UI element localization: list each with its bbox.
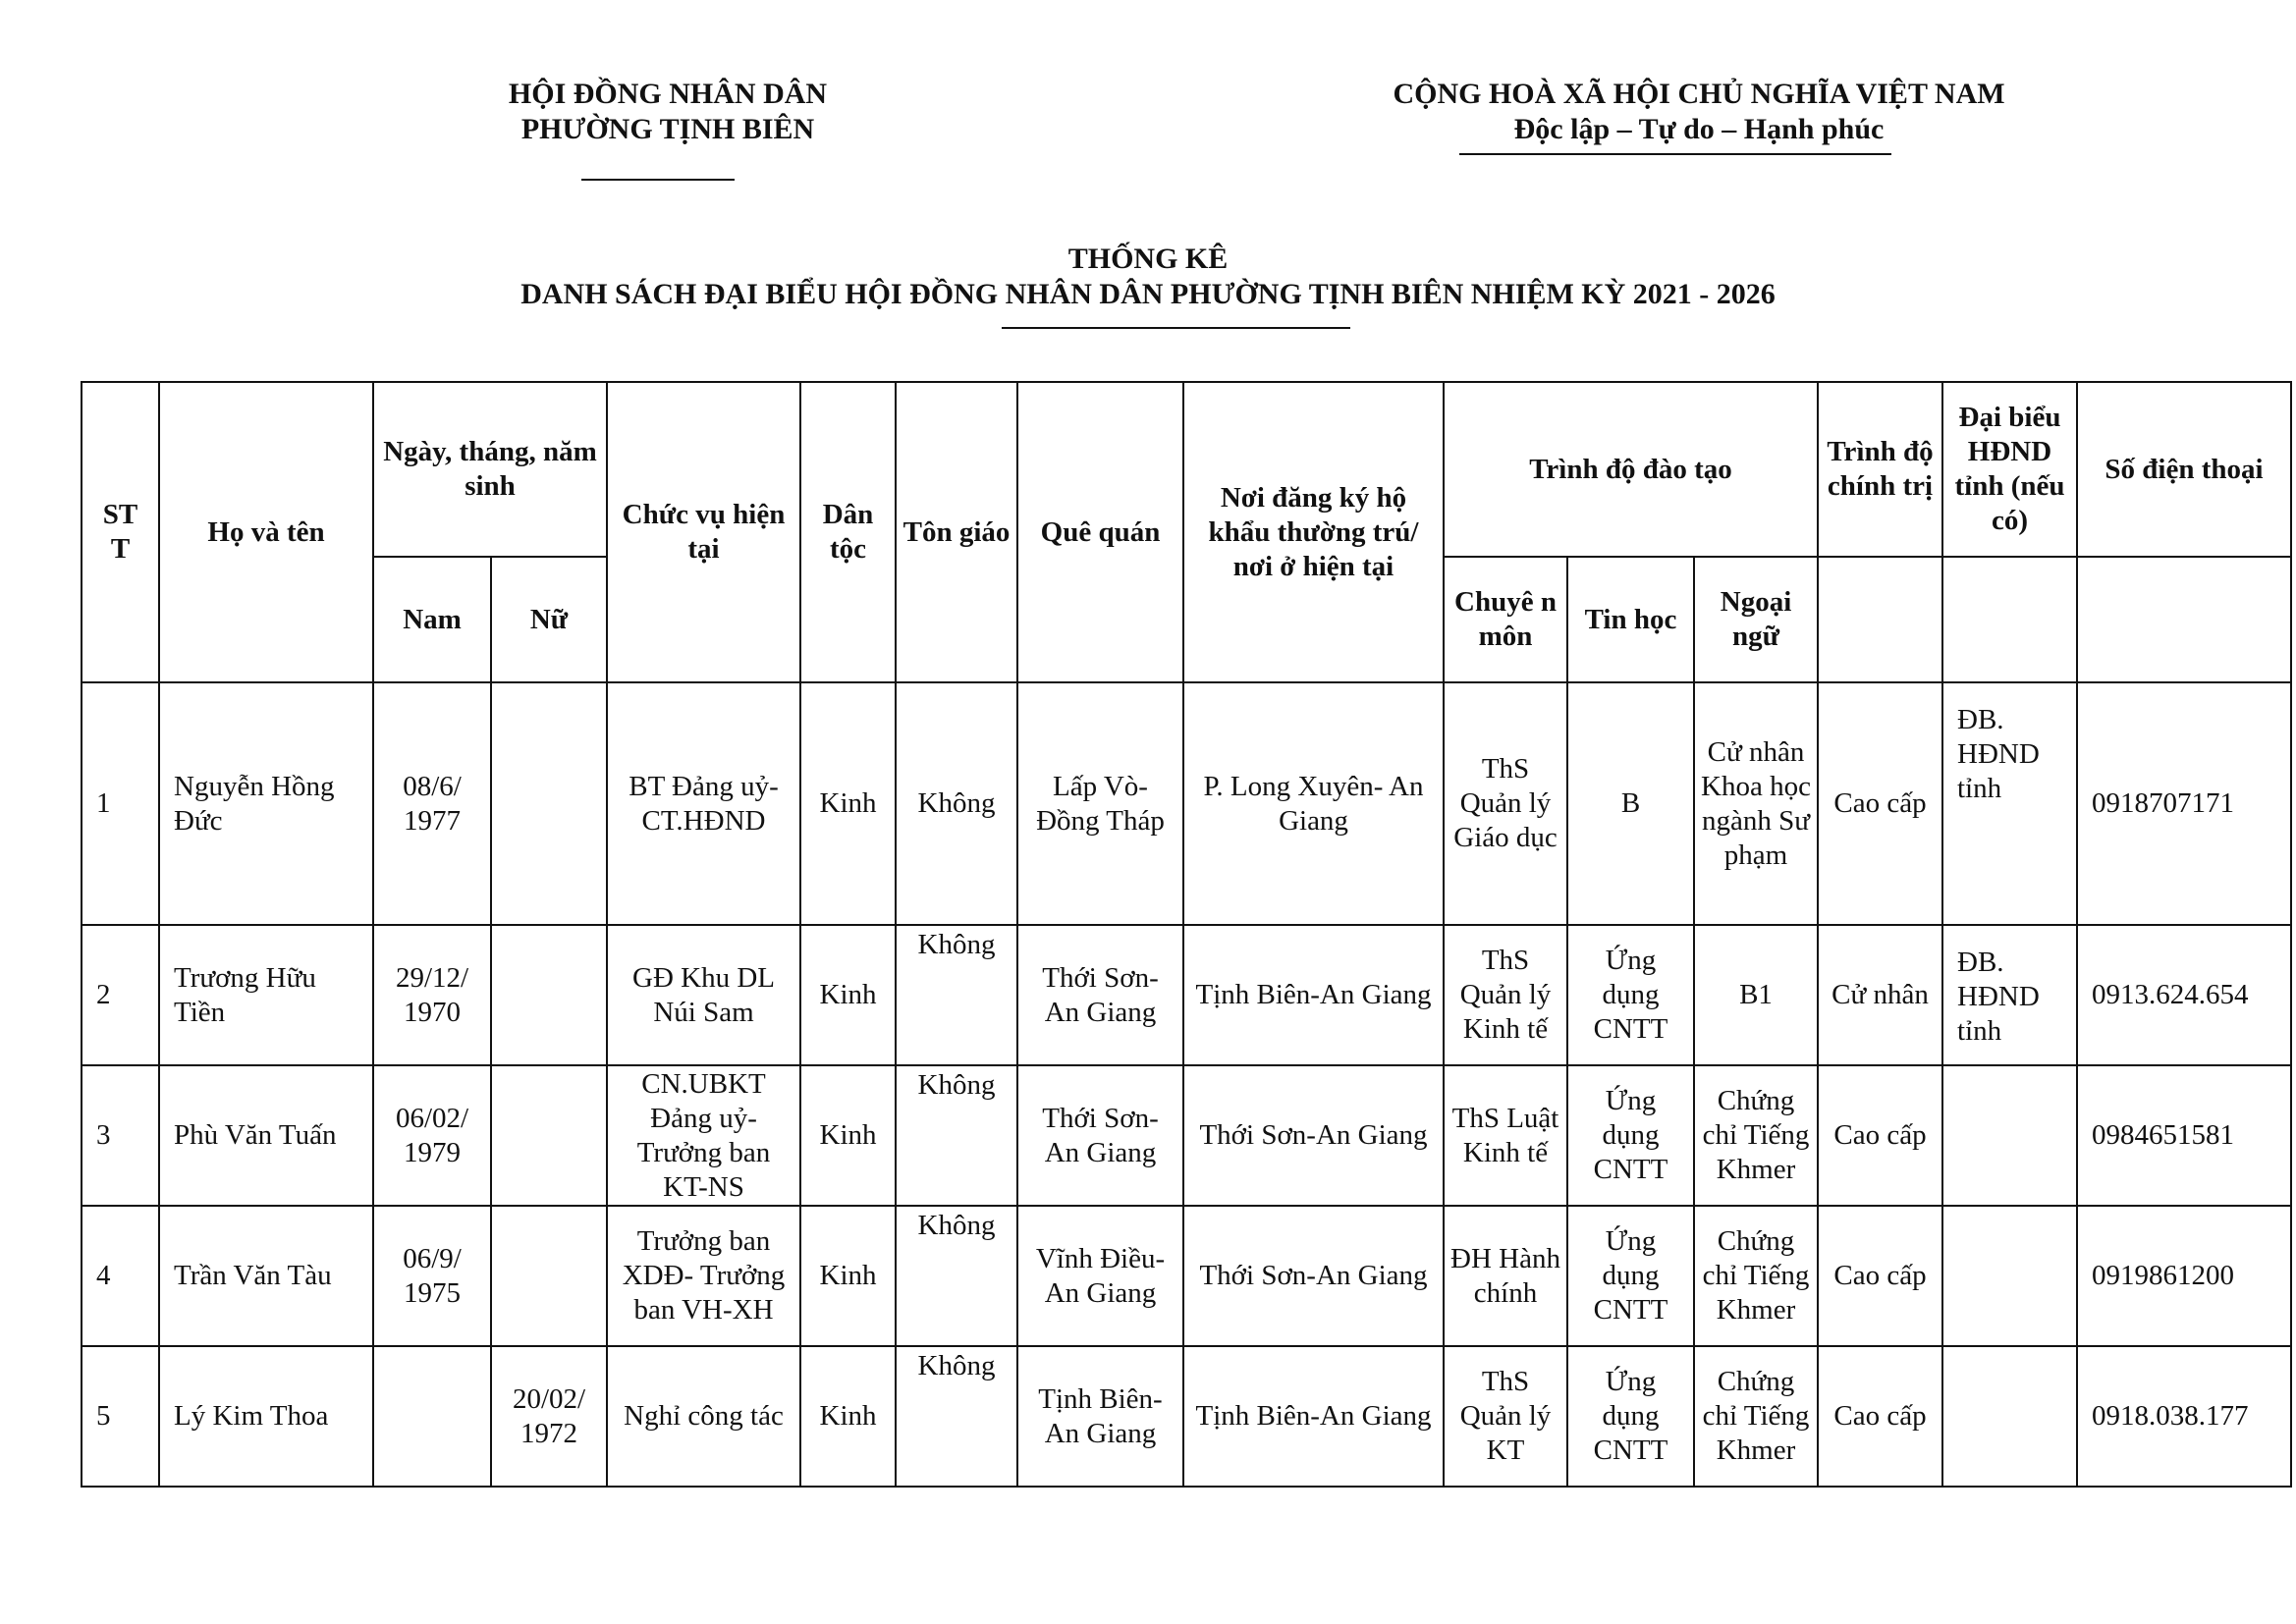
cell-language: Chứng chỉ Tiếng Khmer (1694, 1065, 1818, 1206)
cell-provincial: ĐB. HĐND tỉnh (1942, 925, 2077, 1065)
header-training: Trình độ đào tạo (1444, 382, 1818, 557)
header-position: Chức vụ hiện tại (607, 382, 800, 682)
header-female: Nữ (491, 557, 607, 682)
title-line-2: DANH SÁCH ĐẠI BIỂU HỘI ĐỒNG NHÂN DÂN PHƯỜNG TỊNH BIÊN NHIỆM KỲ 2021 - 2026 (520, 278, 1776, 310)
cell-name: Trương Hữu Tiền (159, 925, 373, 1065)
cell-name: Trần Văn Tàu (159, 1206, 373, 1346)
header-politics-empty (1818, 557, 1942, 682)
cell-female-dob (491, 925, 607, 1065)
header-residence: Nơi đăng ký hộ khẩu thường trú/ nơi ở hiện tại (1183, 382, 1444, 682)
table-row (82, 925, 2291, 1065)
national-header (1306, 77, 2092, 147)
cell-major: ĐH Hành chính (1444, 1206, 1567, 1346)
cell-religion: Không (896, 1206, 1017, 1346)
header-politics: Trình độ chính trị (1818, 382, 1942, 557)
header-male: Nam (373, 557, 491, 682)
cell-politics: Cao cấp (1818, 1206, 1942, 1346)
cell-ethnic: Kinh (800, 1346, 896, 1487)
cell-religion: Không (896, 925, 1017, 1065)
cell-religion: Không (896, 1346, 1017, 1487)
cell-it: Ứng dụng CNTT (1567, 925, 1694, 1065)
cell-name: Nguyễn Hồng Đức (159, 682, 373, 925)
cell-provincial (1942, 1065, 2077, 1206)
cell-politics: Cử nhân (1818, 925, 1942, 1065)
table-row (82, 1065, 2291, 1206)
delegate-table (81, 381, 2292, 1488)
header-it: Tin học (1567, 557, 1694, 682)
cell-position: CN.UBKT Đảng uỷ- Trưởng ban KT-NS (607, 1065, 800, 1206)
title-rule (1002, 327, 1350, 329)
cell-position: Nghỉ công tác (607, 1346, 800, 1487)
cell-residence: Thới Sơn-An Giang (1183, 1206, 1444, 1346)
cell-it: B (1567, 682, 1694, 925)
country-name: CỘNG HOÀ XÃ HỘI CHỦ NGHĨA VIỆT NAM (1393, 78, 2005, 110)
header-ethnic: Dân tộc (800, 382, 896, 682)
cell-language: Cử nhân Khoa học ngành Sư phạm (1694, 682, 1818, 925)
cell-male-dob: 06/02/ 1979 (373, 1065, 491, 1206)
cell-male-dob: 29/12/ 1970 (373, 925, 491, 1065)
cell-name: Phù Văn Tuấn (159, 1065, 373, 1206)
cell-politics: Cao cấp (1818, 1346, 1942, 1487)
cell-residence: Thới Sơn-An Giang (1183, 1065, 1444, 1206)
cell-stt: 2 (82, 925, 159, 1065)
cell-major: ThS Luật Kinh tế (1444, 1065, 1567, 1206)
title-line-1: THỐNG KÊ (1067, 243, 1229, 275)
right-header-rule (1459, 153, 1891, 155)
cell-phone: 0919861200 (2077, 1206, 2291, 1346)
cell-female-dob: 20/02/ 1972 (491, 1346, 607, 1487)
header-dob: Ngày, tháng, năm sinh (373, 382, 607, 557)
header-hometown: Quê quán (1017, 382, 1183, 682)
table-row (82, 1346, 2291, 1487)
cell-hometown: Tịnh Biên- An Giang (1017, 1346, 1183, 1487)
header-phone-empty (2077, 557, 2291, 682)
cell-male-dob (373, 1346, 491, 1487)
cell-name: Lý Kim Thoa (159, 1346, 373, 1487)
cell-provincial (1942, 1206, 2077, 1346)
cell-religion: Không (896, 682, 1017, 925)
cell-politics: Cao cấp (1818, 682, 1942, 925)
cell-male-dob: 08/6/ 1977 (373, 682, 491, 925)
cell-it: Ứng dụng CNTT (1567, 1346, 1694, 1487)
cell-ethnic: Kinh (800, 925, 896, 1065)
council-header (442, 77, 894, 147)
cell-major: ThS Quản lý KT (1444, 1346, 1567, 1487)
header-provincial-empty (1942, 557, 2077, 682)
cell-stt: 3 (82, 1065, 159, 1206)
cell-stt: 4 (82, 1206, 159, 1346)
header-language: Ngoại ngữ (1694, 557, 1818, 682)
cell-stt: 5 (82, 1346, 159, 1487)
national-motto: Độc lập – Tự do – Hạnh phúc (1513, 113, 1885, 145)
cell-phone: 0913.624.654 (2077, 925, 2291, 1065)
header-major: Chuyê n môn (1444, 557, 1567, 682)
cell-major: ThS Quản lý Kinh tế (1444, 925, 1567, 1065)
cell-language: Chứng chỉ Tiếng Khmer (1694, 1206, 1818, 1346)
cell-hometown: Vĩnh Điều-An Giang (1017, 1206, 1183, 1346)
cell-residence: Tịnh Biên-An Giang (1183, 925, 1444, 1065)
cell-hometown: Thới Sơn- An Giang (1017, 1065, 1183, 1206)
cell-phone: 0918707171 (2077, 682, 2291, 925)
left-header-rule (581, 179, 735, 181)
cell-politics: Cao cấp (1818, 1065, 1942, 1206)
cell-phone: 0918.038.177 (2077, 1346, 2291, 1487)
cell-female-dob (491, 1065, 607, 1206)
header-name: Họ và tên (159, 382, 373, 682)
header-provincial: Đại biểu HĐND tỉnh (nếu có) (1942, 382, 2077, 557)
cell-position: Trưởng ban XDĐ- Trưởng ban VH-XH (607, 1206, 800, 1346)
cell-residence: P. Long Xuyên- An Giang (1183, 682, 1444, 925)
cell-position: GĐ Khu DL Núi Sam (607, 925, 800, 1065)
header-stt: ST T (82, 382, 159, 682)
table-row (82, 1206, 2291, 1346)
header-phone: Số điện thoại (2077, 382, 2291, 557)
cell-female-dob (491, 1206, 607, 1346)
cell-hometown: Thới Sơn- An Giang (1017, 925, 1183, 1065)
cell-it: Ứng dụng CNTT (1567, 1065, 1694, 1206)
cell-male-dob: 06/9/ 1975 (373, 1206, 491, 1346)
cell-stt: 1 (82, 682, 159, 925)
cell-female-dob (491, 682, 607, 925)
cell-ethnic: Kinh (800, 1065, 896, 1206)
cell-residence: Tịnh Biên-An Giang (1183, 1346, 1444, 1487)
cell-religion: Không (896, 1065, 1017, 1206)
table-row (82, 682, 2291, 925)
cell-hometown: Lấp Vò- Đồng Tháp (1017, 682, 1183, 925)
cell-it: Ứng dụng CNTT (1567, 1206, 1694, 1346)
cell-language: Chứng chỉ Tiếng Khmer (1694, 1346, 1818, 1487)
cell-provincial: ĐB. HĐND tỉnh (1942, 682, 2077, 925)
header-religion: Tôn giáo (896, 382, 1017, 682)
cell-language: B1 (1694, 925, 1818, 1065)
cell-ethnic: Kinh (800, 1206, 896, 1346)
ward-name: PHƯỜNG TỊNH BIÊN (520, 113, 815, 145)
cell-phone: 0984651581 (2077, 1065, 2291, 1206)
council-name: HỘI ĐỒNG NHÂN DÂN (508, 78, 828, 110)
cell-ethnic: Kinh (800, 682, 896, 925)
cell-position: BT Đảng uỷ- CT.HĐND (607, 682, 800, 925)
cell-major: ThS Quản lý Giáo dục (1444, 682, 1567, 925)
cell-provincial (1942, 1346, 2077, 1487)
document-title (0, 242, 2296, 312)
